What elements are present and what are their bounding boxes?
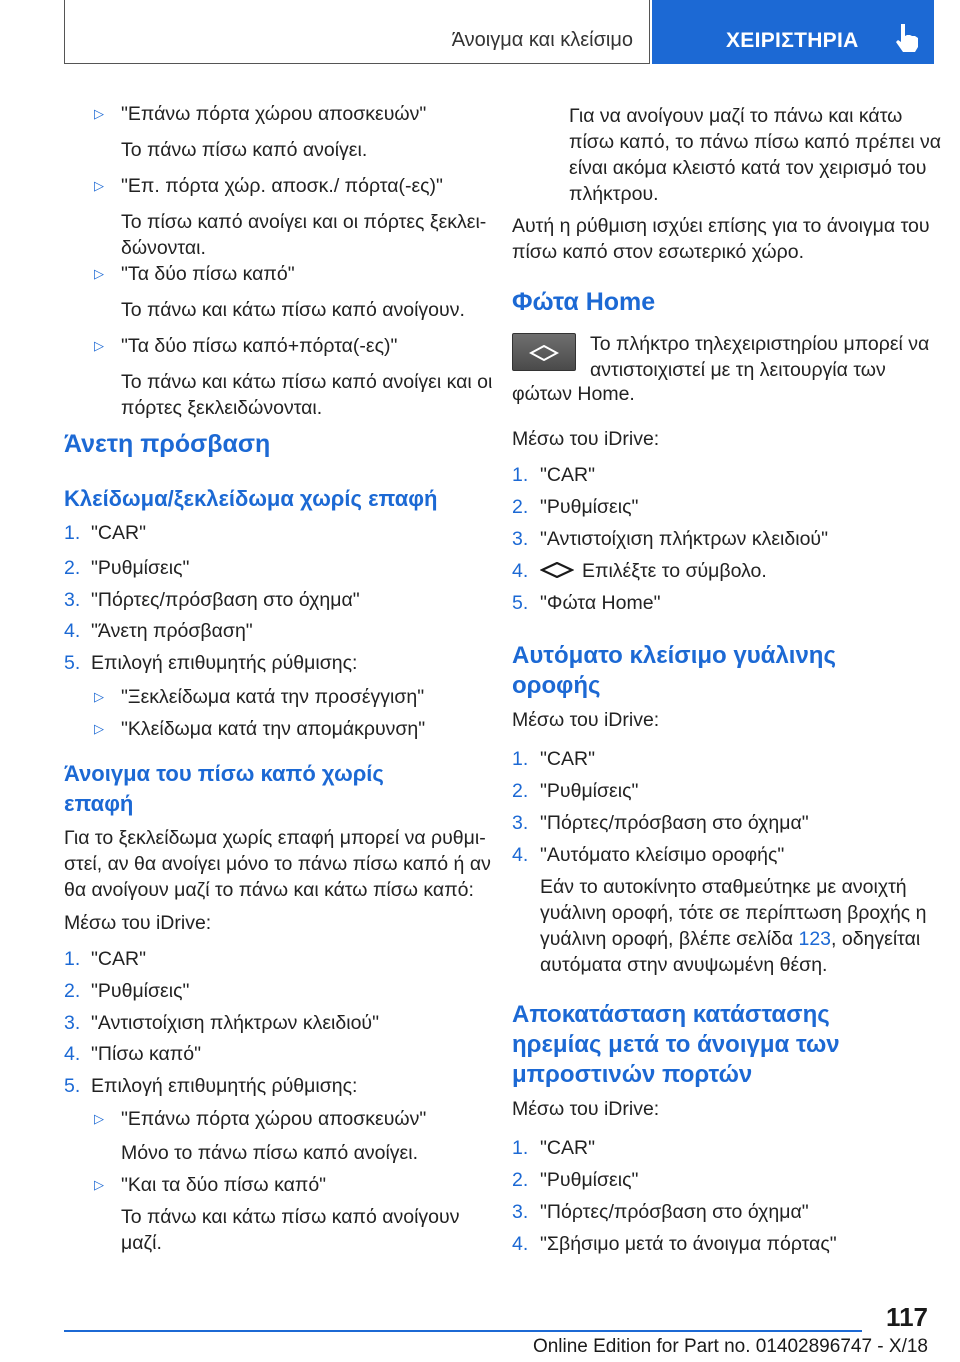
heading-roof-close-2: οροφής [512,672,601,699]
option-desc: Το πίσω καπό ανοίγει και οι πόρτες ξεκλει- [121,211,487,233]
edition-footer: Online Edition for Part no. 01402896747 - X/18 [532,1336,928,1357]
option-desc [540,926,920,952]
option-title: "Επάνω πόρτα χώρου αποσκευών" [121,103,427,125]
step-text: "CAR" [91,948,147,970]
step-text: "Πόρτες/πρόσβαση στο όχημα" [540,812,809,834]
step-number: 2. [512,496,529,518]
step-text: "Αντιστοίχιση πλήκτρων κλειδιού" [540,528,828,550]
step-number: 3. [64,589,81,611]
heading-rest-state-2: ηρεμίας μετά το άνοιγμα των [512,1031,840,1058]
heading-comfort-access: Άνετη πρόσβαση [64,430,271,458]
paragraph: πίσω καπό στον εσωτερικό χώρο. [512,241,805,263]
step-number: 5. [64,652,81,674]
step-number: 4. [512,560,529,582]
remote-key-button-image [512,333,576,371]
heading-home-lights: Φώτα Home [512,288,656,316]
step-text: Επιλογή επιθυμητής ρύθμισης: [91,1075,358,1097]
step-text: "CAR" [540,1137,596,1159]
header-frame [64,0,650,64]
step-text: "Ρυθμίσεις" [540,1169,639,1191]
chapter-tab-label: ΧΕΙΡΙΣΤΗΡΙΑ [726,29,859,52]
heading-tailgate-open: Άνοιγμα του πίσω καπό χωρίς [64,761,384,786]
step-text: "CAR" [540,464,596,486]
heading-rest-state: Αποκατάσταση κατάστασης [512,1001,830,1028]
home-symbol-icon [540,562,574,578]
option-desc: Μόνο το πάνω πίσω καπό ανοίγει. [121,1142,418,1164]
option-desc: μαζί. [121,1232,162,1254]
heading-keyless-lock: Κλείδωμα/ξεκλείδωμα χωρίς επαφή [64,486,438,511]
via-idrive: Μέσω του iDrive: [512,428,660,450]
step-number: 1. [64,948,81,970]
step-number: 5. [64,1075,81,1097]
option-title: "Τα δύο πίσω καπό" [121,263,295,285]
paragraph: φώτων Home. [512,383,635,405]
step-number: 4. [512,844,529,866]
via-idrive: Μέσω του iDrive: [512,1098,660,1120]
step-text: "Πίσω καπό" [91,1043,202,1065]
bullet-icon: ▷ [94,106,104,121]
step-number: 3. [512,812,529,834]
option-desc: Για να ανοίγουν μαζί το πάνω και κάτω [569,105,903,127]
step-text: "Ρυθμίσεις" [91,557,190,579]
option-title: "Και τα δύο πίσω καπό" [121,1174,327,1196]
bullet-icon: ▷ [94,178,104,193]
step-text: "CAR" [540,748,596,770]
option-title: "Επάνω πόρτα χώρου αποσκευών" [121,1108,427,1130]
bullet-icon: ▷ [94,338,104,353]
step-number: 2. [64,980,81,1002]
step-text: "Πόρτες/πρόσβαση στο όχημα" [91,589,360,611]
option-desc: Το πάνω πίσω καπό ανοίγει. [121,139,368,161]
paragraph: Για το ξεκλείδωμα χωρίς επαφή μπορεί να ρυθμι- [64,827,486,849]
heading-rest-state-3: μπροστινών πορτών [512,1061,753,1088]
option-title: "Κλείδωμα κατά την απομάκρυνση" [121,718,426,740]
step-number: 1. [64,522,81,544]
via-idrive: Μέσω του iDrive: [512,709,660,731]
step-text: "Ρυθμίσεις" [540,780,639,802]
step-text: "CAR" [91,522,147,544]
step-number: 3. [512,1201,529,1223]
option-desc: πλήκτρου. [569,183,659,205]
option-title: "Επ. πόρτα χώρ. αποσκ./ πόρτα(-ες)" [121,175,443,197]
paragraph: θα ανοίγουν μαζί το πάνω και κάτω πίσω καπό: [64,879,474,901]
step-number: 1. [512,748,529,770]
option-desc: πίσω καπό, το πάνω πίσω καπό πρέπει να [569,131,942,153]
option-title: "Τα δύο πίσω καπό+πόρτα(-ες)" [121,335,398,357]
bullet-icon: ▷ [94,721,104,736]
page-link-123[interactable]: 123 [798,928,832,950]
option-desc: Το πάνω και κάτω πίσω καπό ανοίγουν. [121,299,465,321]
option-desc: Εάν το αυτοκίνητο σταθμεύτηκε με ανοιχτή [540,876,907,898]
chapter-tab[interactable] [652,0,934,64]
step-text: "Φώτα Home" [540,592,661,614]
step-text: Επιλογή επιθυμητής ρύθμισης: [91,652,358,674]
bullet-icon: ▷ [94,1111,104,1126]
via-idrive: Μέσω του iDrive: [64,912,212,934]
home-symbol-icon [529,345,559,361]
step-number: 1. [512,464,529,486]
page-number: 117 [886,1302,928,1332]
paragraph: αντιστοιχιστεί με τη λειτουργία των [590,359,886,381]
step-number: 4. [64,620,81,642]
option-desc: πόρτες ξεκλειδώνονται. [121,397,323,419]
option-desc: αυτόματα στην ανυψωμένη θέση. [540,954,828,976]
step-text: "Ρυθμίσεις" [91,980,190,1002]
step-number: 5. [512,592,529,614]
option-desc: γυάλινη οροφή, τότε σε περίπτωση βροχής η [540,902,927,924]
step-text: "Ρυθμίσεις" [540,496,639,518]
step-number: 1. [512,1137,529,1159]
step-text: "Πόρτες/πρόσβαση στο όχημα" [540,1201,809,1223]
step-text: "Αυτόματο κλείσιμο οροφής" [540,844,785,866]
option-desc: Το πάνω και κάτω πίσω καπό ανοίγουν [121,1206,460,1228]
step-number: 4. [64,1043,81,1065]
section-title: Άνοιγμα και κλείσιμο [451,29,633,51]
step-text: "Αντιστοίχιση πλήκτρων κλειδιού" [91,1012,379,1034]
step-number: 4. [512,1233,529,1255]
option-desc: Το πάνω και κάτω πίσω καπό ανοίγει και οι [121,371,493,393]
bullet-icon: ▷ [94,689,104,704]
hand-pointer-icon [892,22,922,54]
step-number: 2. [512,780,529,802]
text-fragment: γυάλινη οροφή, βλέπε σελίδα [540,928,799,950]
option-title: "Ξεκλείδωμα κατά την προσέγγιση" [121,686,425,708]
text-fragment: , οδηγείται [831,928,921,950]
footer-divider [64,1330,862,1332]
step-number: 3. [512,528,529,550]
step-text: Επιλέξτε το σύμβολο. [582,560,767,582]
heading-tailgate-open-2: επαφή [64,791,134,816]
step-text: "Άνετη πρόσβαση" [91,620,253,642]
step-number: 2. [64,557,81,579]
paragraph: Αυτή η ρύθμιση ισχύει επίσης για το άνοιγμα του [512,215,930,237]
step-number: 3. [64,1012,81,1034]
paragraph: στεί, αν θα ανοίγει μόνο το πάνω πίσω καπό ή αν [64,853,491,875]
step-number: 2. [512,1169,529,1191]
bullet-icon: ▷ [94,1177,104,1192]
bullet-icon: ▷ [94,266,104,281]
option-desc: είναι ακόμα κλειστό κατά τον χειρισμό του [569,157,927,179]
paragraph: Το πλήκτρο τηλεχειριστηρίου μπορεί να [590,333,930,355]
option-desc: δώνονται. [121,237,206,259]
step-text: "Σβήσιμο μετά το άνοιγμα πόρτας" [540,1233,837,1255]
heading-roof-close: Αυτόματο κλείσιμο γυάλινης [512,642,836,669]
